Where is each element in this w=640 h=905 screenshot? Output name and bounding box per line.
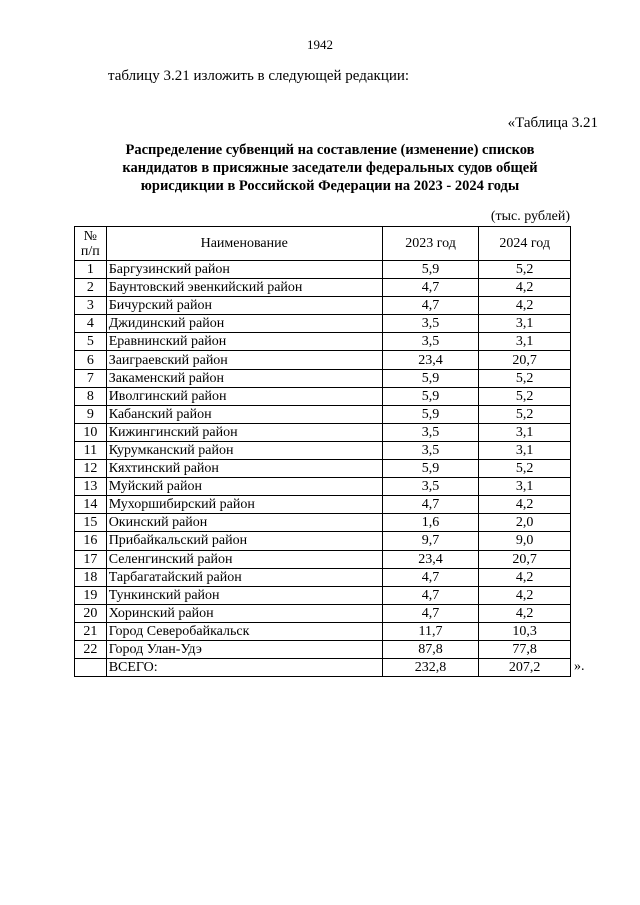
row-number: 16 — [75, 532, 107, 550]
row-value-2024: 5,2 — [479, 405, 571, 423]
row-value-2023: 1,6 — [382, 514, 479, 532]
row-value-2024: 20,7 — [479, 351, 571, 369]
row-number: 6 — [75, 351, 107, 369]
row-name: Заиграевский район — [106, 351, 382, 369]
row-number — [75, 659, 107, 677]
row-number: 22 — [75, 640, 107, 658]
row-name: Селенгинский район — [106, 550, 382, 568]
table-row — [75, 460, 571, 478]
row-number: 1 — [75, 261, 107, 279]
row-value-2023: 5,9 — [382, 460, 479, 478]
row-value-2023: 11,7 — [382, 622, 479, 640]
table-row — [75, 441, 571, 459]
row-name: Кижингинский район — [106, 423, 382, 441]
row-value-2023: 4,7 — [382, 586, 479, 604]
row-value-2024: 3,1 — [479, 315, 571, 333]
row-name: Баунтовский эвенкийский район — [106, 279, 382, 297]
row-value-2024: 4,2 — [479, 568, 571, 586]
row-value-2023: 9,7 — [382, 532, 479, 550]
units-label: (тыс. рублей) — [490, 209, 570, 224]
table-row — [75, 478, 571, 496]
row-value-2024: 4,2 — [479, 604, 571, 622]
row-value-2024: 207,2 — [479, 659, 571, 677]
table-row — [75, 532, 571, 550]
title-line: юрисдикции в Российской Федерации на 2023 - 2024 годы — [140, 178, 520, 194]
row-value-2024: 5,2 — [479, 261, 571, 279]
table-row — [75, 279, 571, 297]
row-name: Мухоршибирский район — [106, 496, 382, 514]
row-value-2023: 3,5 — [382, 315, 479, 333]
table-row — [75, 423, 571, 441]
row-name: Хоринский район — [106, 604, 382, 622]
row-value-2023: 5,9 — [382, 261, 479, 279]
header-num: № п/п — [75, 227, 107, 261]
row-number: 2 — [75, 279, 107, 297]
table-reference: «Таблица 3.21 — [507, 115, 598, 131]
table-row — [75, 333, 571, 351]
row-number: 3 — [75, 297, 107, 315]
row-name: Тарбагатайский район — [106, 568, 382, 586]
table-row — [75, 568, 571, 586]
row-name: Кабанский район — [106, 405, 382, 423]
row-value-2023: 3,5 — [382, 478, 479, 496]
row-name: Еравнинский район — [106, 333, 382, 351]
row-number: 21 — [75, 622, 107, 640]
row-value-2024: 3,1 — [479, 478, 571, 496]
row-value-2024: 4,2 — [479, 586, 571, 604]
header-2023: 2023 год — [382, 227, 479, 261]
table-row — [75, 586, 571, 604]
row-value-2024: 5,2 — [479, 460, 571, 478]
row-value-2023: 4,7 — [382, 568, 479, 586]
table-row — [75, 405, 571, 423]
row-value-2024: 3,1 — [479, 423, 571, 441]
table-row — [75, 369, 571, 387]
row-value-2023: 5,9 — [382, 387, 479, 405]
table-title — [95, 141, 565, 195]
row-value-2023: 4,7 — [382, 604, 479, 622]
table-row — [75, 514, 571, 532]
row-value-2023: 23,4 — [382, 550, 479, 568]
row-name: Курумканский район — [106, 441, 382, 459]
row-value-2023: 3,5 — [382, 423, 479, 441]
row-name: Кяхтинский район — [106, 460, 382, 478]
table-row — [75, 496, 571, 514]
row-value-2023: 4,7 — [382, 496, 479, 514]
table-row — [75, 297, 571, 315]
row-value-2023: 5,9 — [382, 369, 479, 387]
table-body — [75, 261, 571, 677]
row-value-2024: 3,1 — [479, 441, 571, 459]
row-value-2024: 3,1 — [479, 333, 571, 351]
intro-text: таблицу 3.21 изложить в следующей редакции: — [108, 68, 410, 84]
row-name: Джидинский район — [106, 315, 382, 333]
row-value-2024: 5,2 — [479, 387, 571, 405]
table-row — [75, 659, 571, 677]
row-name: Баргузинский район — [106, 261, 382, 279]
row-value-2023: 5,9 — [382, 405, 479, 423]
row-number: 4 — [75, 315, 107, 333]
row-number: 17 — [75, 550, 107, 568]
row-name: Иволгинский район — [106, 387, 382, 405]
row-value-2024: 5,2 — [479, 369, 571, 387]
row-value-2023: 232,8 — [382, 659, 479, 677]
row-value-2023: 4,7 — [382, 279, 479, 297]
row-value-2023: 4,7 — [382, 297, 479, 315]
title-line: Распределение субвенций на составление (изменение) списков — [125, 142, 535, 158]
row-number: 11 — [75, 441, 107, 459]
row-value-2024: 4,2 — [479, 496, 571, 514]
table-row — [75, 550, 571, 568]
row-number: 12 — [75, 460, 107, 478]
row-number: 8 — [75, 387, 107, 405]
row-name: Муйский район — [106, 478, 382, 496]
header-name: Наименование — [106, 227, 382, 261]
table-row — [75, 622, 571, 640]
title-line: кандидатов в присяжные заседатели федеральных судов общей — [122, 160, 538, 176]
row-value-2024: 20,7 — [479, 550, 571, 568]
table-row — [75, 640, 571, 658]
row-number: 13 — [75, 478, 107, 496]
row-value-2023: 3,5 — [382, 333, 479, 351]
row-value-2024: 2,0 — [479, 514, 571, 532]
row-value-2024: 9,0 — [479, 532, 571, 550]
row-value-2023: 87,8 — [382, 640, 479, 658]
row-name: ВСЕГО: — [106, 659, 382, 677]
table-row — [75, 387, 571, 405]
row-name: Тункинский район — [106, 586, 382, 604]
row-value-2024: 10,3 — [479, 622, 571, 640]
row-name: Прибайкальский район — [106, 532, 382, 550]
row-number: 5 — [75, 333, 107, 351]
header-2024: 2024 год — [479, 227, 571, 261]
closing-quote: ». — [574, 659, 585, 674]
row-number: 9 — [75, 405, 107, 423]
table-row — [75, 351, 571, 369]
row-value-2023: 23,4 — [382, 351, 479, 369]
row-number: 20 — [75, 604, 107, 622]
row-name: Город Улан-Удэ — [106, 640, 382, 658]
table-header-row — [75, 227, 571, 261]
row-number: 18 — [75, 568, 107, 586]
row-name: Бичурский район — [106, 297, 382, 315]
row-name: Город Северобайкальск — [106, 622, 382, 640]
page-number: 1942 — [307, 37, 333, 52]
row-number: 19 — [75, 586, 107, 604]
row-value-2024: 4,2 — [479, 279, 571, 297]
row-name: Окинский район — [106, 514, 382, 532]
row-number: 10 — [75, 423, 107, 441]
subvention-table — [74, 226, 571, 677]
row-value-2024: 4,2 — [479, 297, 571, 315]
table-row — [75, 604, 571, 622]
row-value-2023: 3,5 — [382, 441, 479, 459]
row-name: Закаменский район — [106, 369, 382, 387]
table-row — [75, 261, 571, 279]
row-value-2024: 77,8 — [479, 640, 571, 658]
row-number: 14 — [75, 496, 107, 514]
table-row — [75, 315, 571, 333]
row-number: 15 — [75, 514, 107, 532]
row-number: 7 — [75, 369, 107, 387]
